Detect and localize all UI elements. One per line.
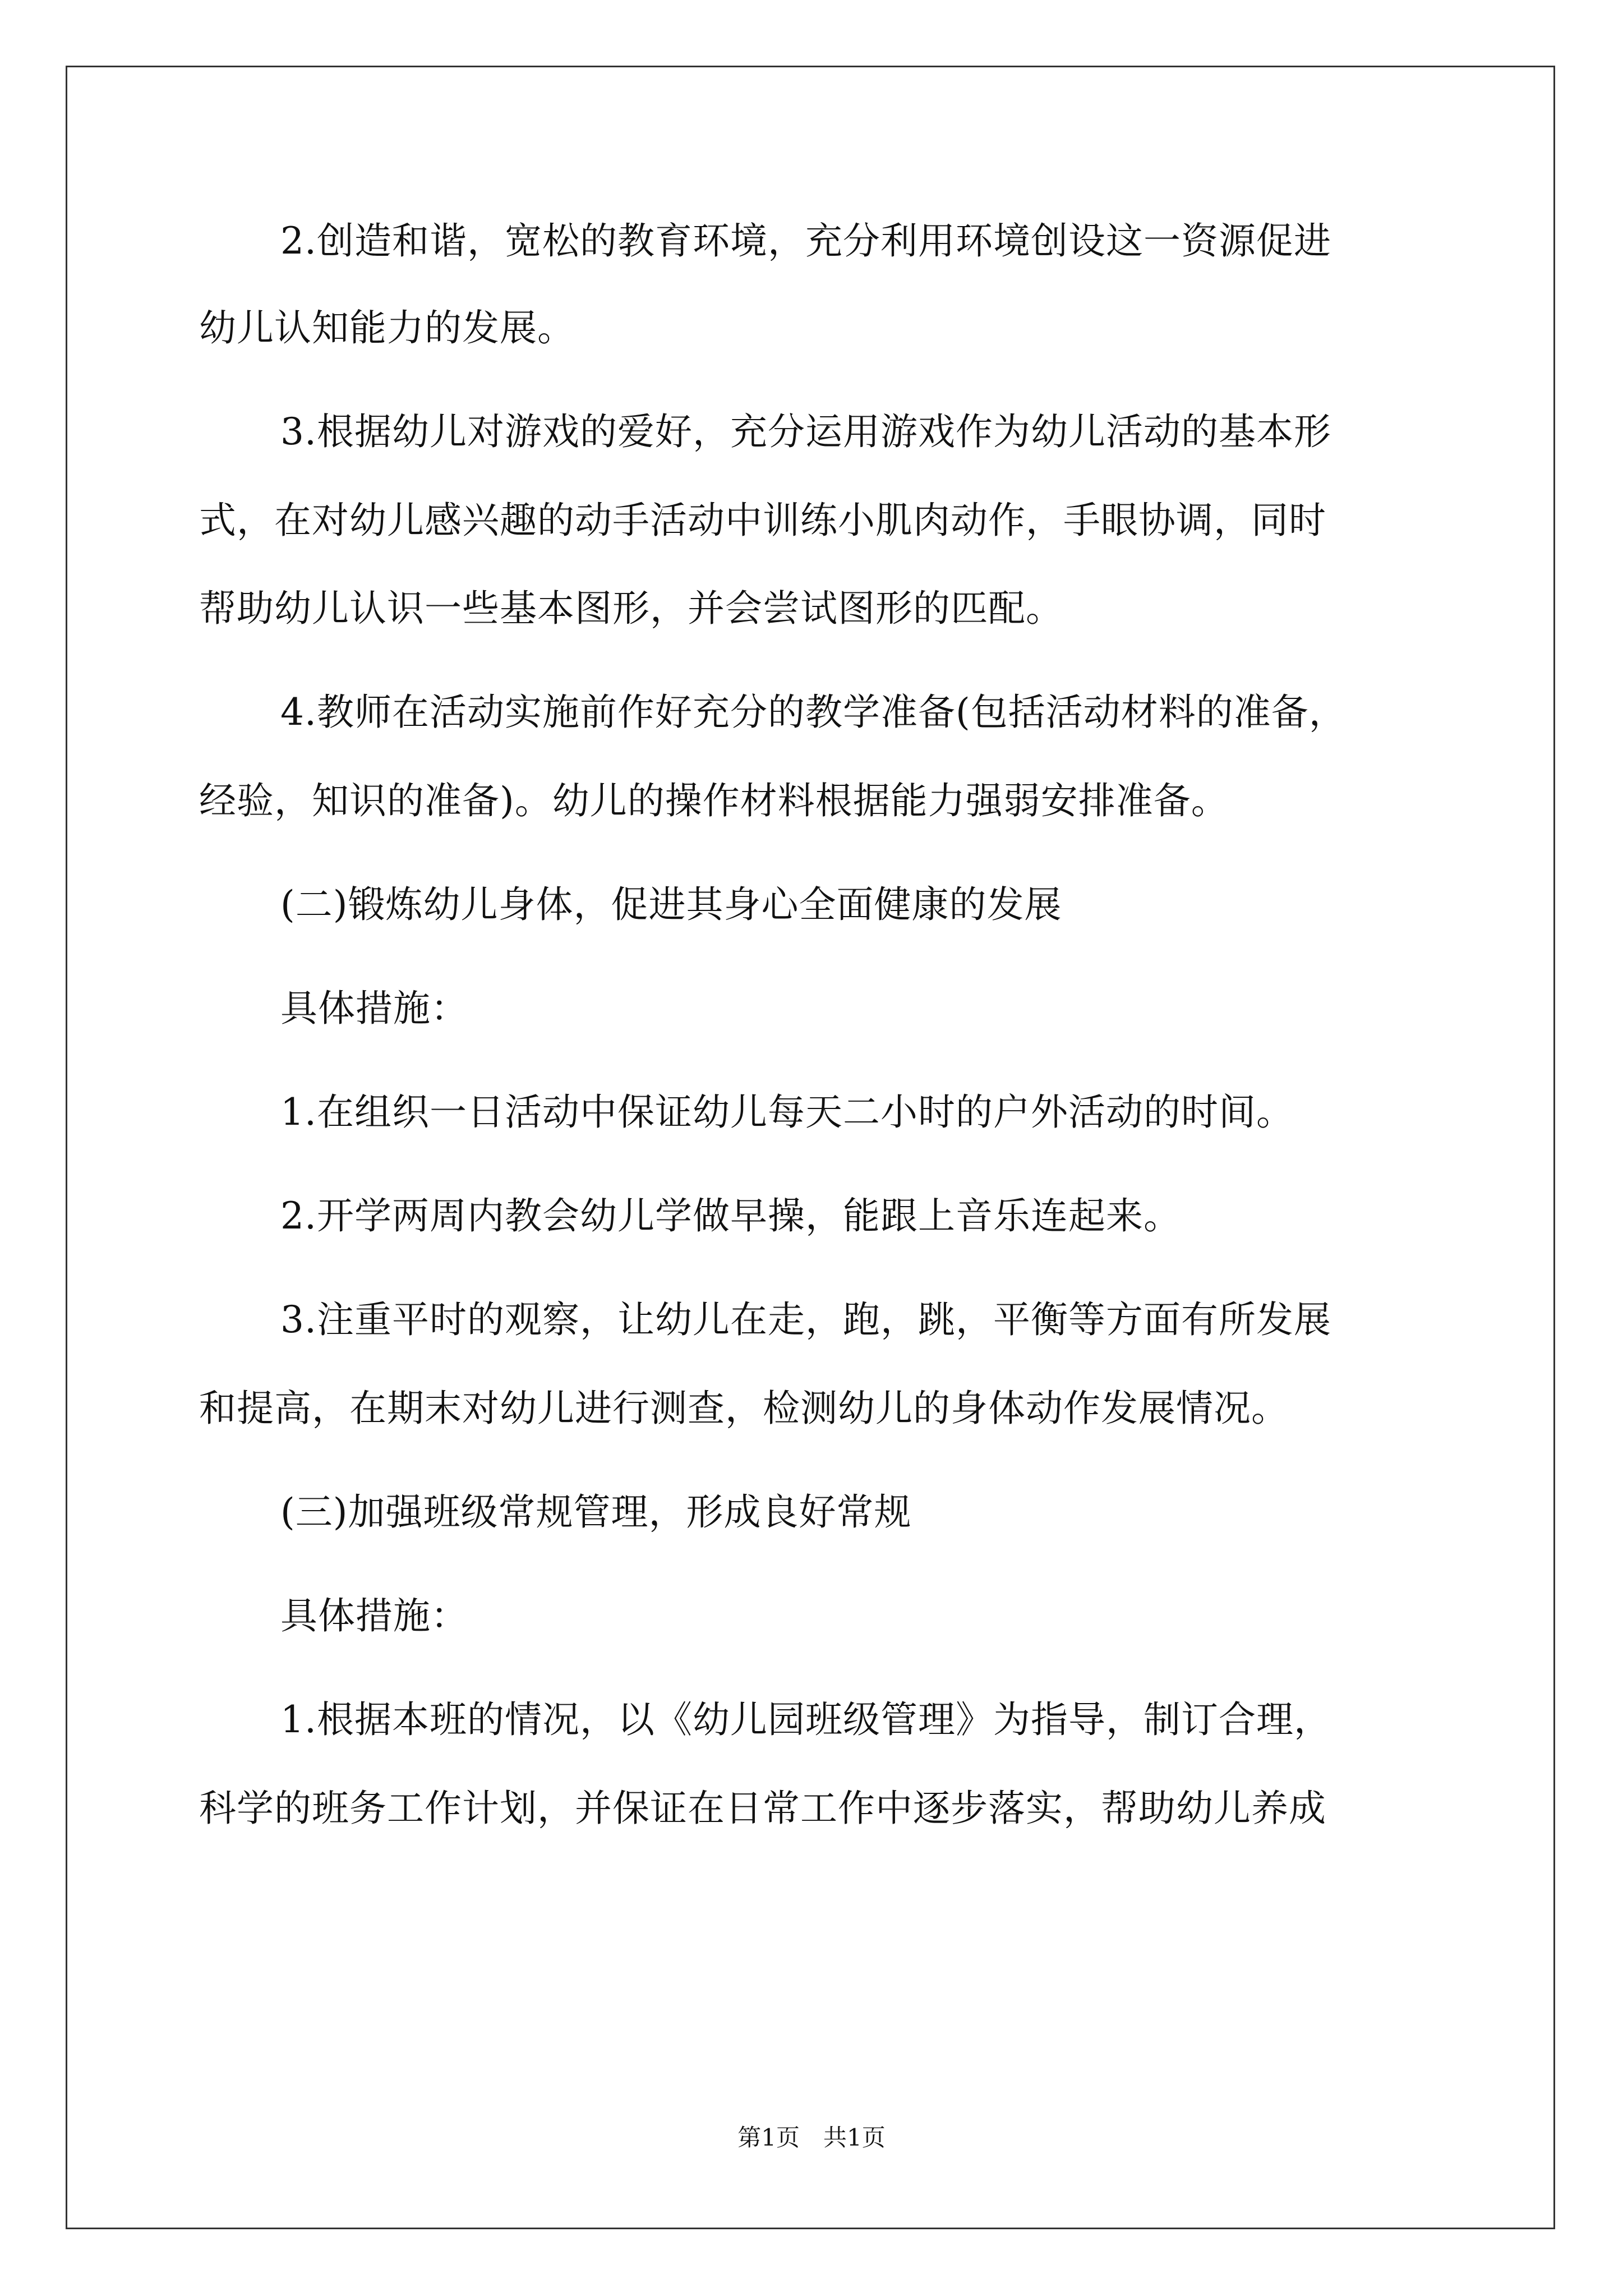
text-line: 4.教师在活动实施前作好充分的教学准备(包括活动材料的准备， — [280, 691, 1347, 734]
text-line: 3.根据幼儿对游戏的爱好，充分运用游戏作为幼儿活动的基本形 — [280, 410, 1331, 453]
subheading: 具体措施： — [280, 987, 468, 1030]
section-heading: (二)锻炼幼儿身体，促进其身心全面健康的发展 — [280, 883, 1062, 926]
text-line: 经验，知识的准备)。幼儿的操作材料根据能力强弱安排准备。 — [199, 779, 1229, 822]
text-line: 1.根据本班的情况，以《幼儿园班级管理》为指导，制订合理， — [280, 1698, 1331, 1741]
text-line: 和提高，在期末对幼儿进行测查，检测幼儿的身体动作发展情况。 — [199, 1387, 1289, 1430]
text-line: 2.创造和谐，宽松的教育环境，充分利用环境创设这一资源促进 — [280, 219, 1331, 263]
text-line: 1.在组织一日活动中保证幼儿每天二小时的户外活动的时间。 — [280, 1091, 1294, 1134]
text-line: 3.注重平时的观察，让幼儿在走，跑，跳，平衡等方面有所发展 — [280, 1298, 1331, 1341]
subheading: 具体措施： — [280, 1594, 468, 1637]
page-border — [66, 66, 1555, 2229]
text-line: 幼儿认知能力的发展。 — [199, 306, 575, 349]
text-line: 帮助幼儿认识一些基本图形，并会尝试图形的匹配。 — [199, 587, 1063, 630]
section-heading: (三)加强班级常规管理，形成良好常规 — [280, 1490, 912, 1534]
page-footer: 第1页 共1页 — [737, 2124, 886, 2151]
text-line: 式，在对幼儿感兴趣的动手活动中训练小肌肉动作，手眼协调，同时 — [199, 499, 1326, 542]
text-line: 2.开学两周内教会幼儿学做早操，能跟上音乐连起来。 — [280, 1194, 1181, 1237]
text-line: 科学的班务工作计划，并保证在日常工作中逐步落实，帮助幼儿养成 — [199, 1787, 1326, 1830]
